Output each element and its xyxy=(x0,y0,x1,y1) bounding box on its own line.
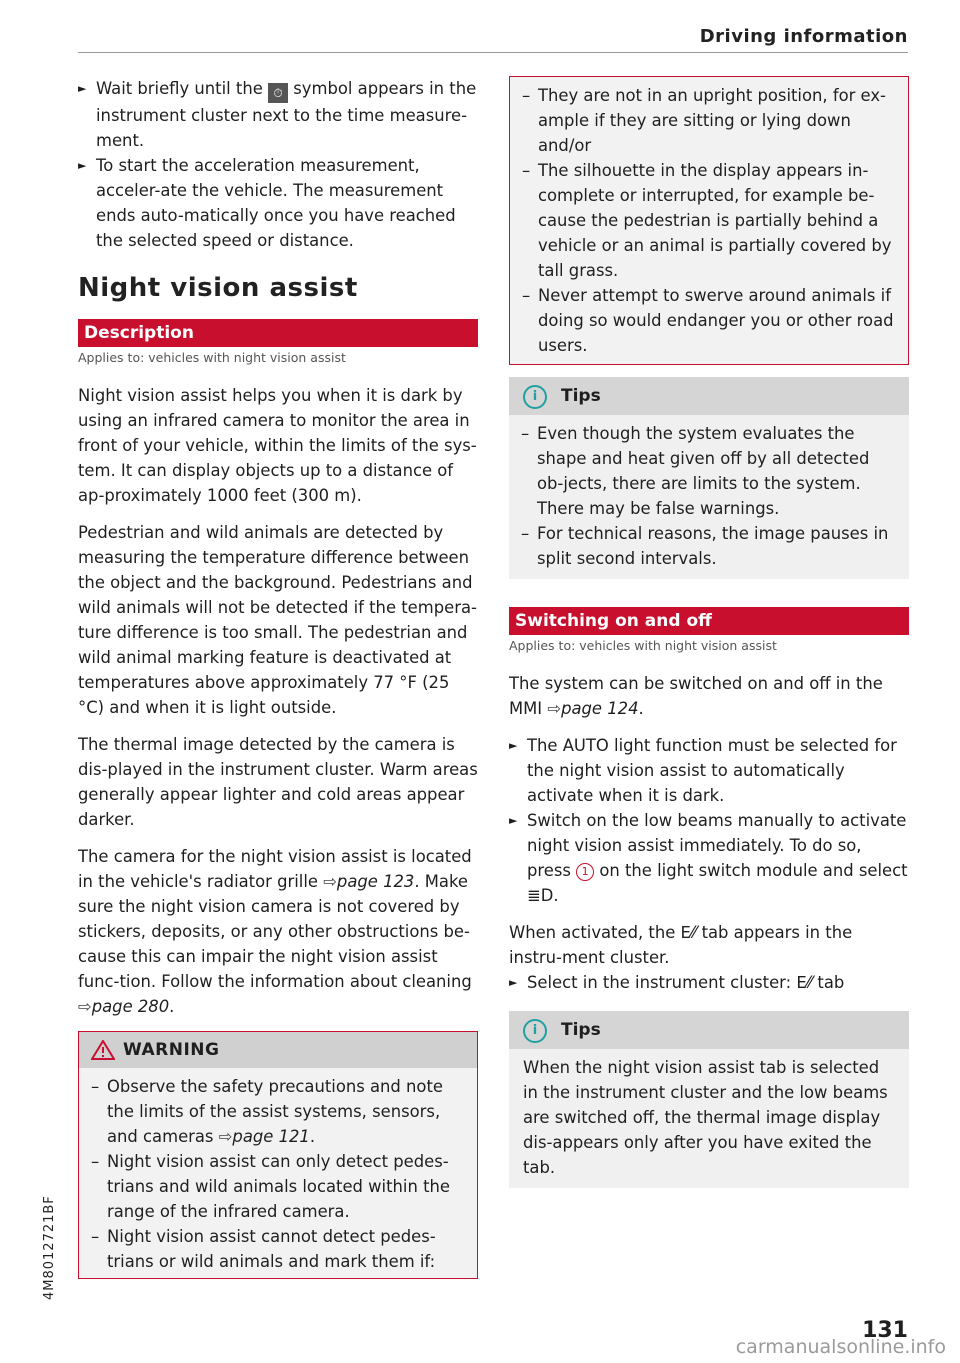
night-vision-tab-icon: ⴹ⁄⁄ xyxy=(796,973,813,992)
document-code: 4M8012721BF xyxy=(42,1195,57,1300)
warning-item: – Never attempt to swerve around animals if doing so would endanger you or other road users. xyxy=(522,286,894,355)
header-divider xyxy=(78,52,908,53)
page-number: 131 xyxy=(862,1318,908,1343)
tips-text: When the night vision assist tab is selected in the instrument cluster and the low beams are switched off, the thermal image display dis-appears only after you have exited the tab. xyxy=(523,1058,888,1177)
tips-header: i Tips xyxy=(509,377,909,415)
bullet-triangle-icon: ► xyxy=(509,976,518,989)
tips-box xyxy=(509,377,909,579)
bullet-accelerate: ► To start the acceleration measurement, acceler-ate the vehicle. The measurement ends auto-matically once you have reached the selected speed or distance. xyxy=(78,153,478,253)
warning-item: – They are not in an upright position, for ex-ample if they are sitting or lying down and/or xyxy=(522,86,886,155)
page-ref-link[interactable]: ⇨page 121 xyxy=(218,1127,310,1146)
paragraph-detection: Pedestrian and wild animals are detected by measuring the temperature difference between the object and the background. Pedestrians and wild animals will not be detected if the tempera-ture difference is too small. The pedestrian and wild animal marking feature is deactivated at temperatures above approximately 77 °F (25 °C) and when it is light outside. xyxy=(78,523,477,717)
callout-number-icon: 1 xyxy=(576,863,594,881)
warning-item: – Observe the safety precautions and note the limits of the assist systems, sensors, and cameras ⇨page 121. xyxy=(91,1077,443,1146)
paragraph-intro: Night vision assist helps you when it is dark by using an infrared camera to monitor the area in front of your vehicle, within the limits of the sys-tem. It can display objects up to a distance of ap-proximately 1000 feet (300 m). xyxy=(78,386,477,505)
bullet-auto-light: ► The AUTO light function must be selected for the night vision assist to automatically activate when it is dark. xyxy=(509,733,909,808)
warning-box xyxy=(78,1031,478,1279)
paragraph-thermal-image: The thermal image detected by the camera is dis-played in the instrument cluster. Warm areas generally appear lighter and cold areas appear darker. xyxy=(78,735,478,829)
tips-body xyxy=(509,415,909,579)
right-column xyxy=(509,76,909,1188)
warning-header: WARNING xyxy=(79,1032,477,1068)
timer-symbol-icon: ⏱ xyxy=(268,83,288,103)
tips-body xyxy=(509,1049,909,1188)
applies-to-note: Applies to: vehicles with night vision assist xyxy=(78,350,346,365)
watermark: carmanualsonline.info xyxy=(735,1336,946,1358)
low-beam-icon: ≣D xyxy=(527,886,554,905)
bullet-triangle-icon: ► xyxy=(509,814,518,827)
paragraph-camera: The camera for the night vision assist is located in the vehicle's radiator grille ⇨page 123. Make sure the night vision camera is not covered by stickers, deposits, or any other obstructions be-cause this can impair the night vision assist func-tion. Follow the information about cleaning ⇨page 280. xyxy=(78,847,472,1016)
bullet-wait: ► Wait briefly until the ⏱ symbol appears in the instrument cluster next to the time measure-ment. xyxy=(78,76,478,153)
page-header-title: Driving information xyxy=(699,26,908,47)
warning-item: – Night vision assist can only detect pedes-trians and wild animals located within the range of the infrared camera. xyxy=(91,1152,450,1221)
page-ref-link[interactable]: ⇨page 123 xyxy=(323,872,415,891)
bullet-select-tab: ► Select in the instrument cluster: ⴹ⁄⁄ tab xyxy=(509,970,909,995)
info-icon: i xyxy=(523,385,547,409)
info-icon: i xyxy=(523,1019,547,1043)
tips-header: i Tips xyxy=(509,1011,909,1049)
bullet-triangle-icon: ► xyxy=(78,159,87,172)
warning-triangle-icon xyxy=(91,1040,115,1060)
bullet-triangle-icon: ► xyxy=(509,739,518,752)
warning-item: – The silhouette in the display appears in-complete or interrupted, for example be-cause the pedestrian is partially behind a vehicle or an animal is partially covered by tall grass. xyxy=(522,161,892,280)
paragraph-activated: When activated, the ⴹ⁄⁄ tab appears in the instru-ment cluster. xyxy=(509,923,853,967)
warning-continuation xyxy=(509,76,909,365)
applies-to-note: Applies to: vehicles with night vision assist xyxy=(509,638,777,653)
bullet-triangle-icon: ► xyxy=(78,82,87,95)
bullet-low-beams: ► Switch on the low beams manually to activate night vision assist immediately. To do so, press 1 on the light switch module and select ≣D. xyxy=(509,808,909,908)
page-ref-link[interactable]: ⇨page 124 xyxy=(547,699,639,718)
warning-body xyxy=(79,1068,477,1278)
tips-box xyxy=(509,1011,909,1188)
warning-item: – Night vision assist cannot detect pedes-trians or wild animals and mark them if: xyxy=(91,1227,436,1271)
description-heading: Description xyxy=(78,319,478,347)
left-column xyxy=(78,76,478,1279)
tips-item: – For technical reasons, the image pauses in split second intervals. xyxy=(521,524,889,568)
paragraph-switch: The system can be switched on and off in the MMI ⇨page 124. xyxy=(509,674,883,718)
page-ref-link[interactable]: ⇨page 280 xyxy=(78,997,170,1016)
tips-item: – Even though the system evaluates the shape and heat given off by all detected ob-jects, there are limits to the system. There may be false warnings. xyxy=(521,424,870,518)
section-title: Night vision assist xyxy=(78,273,358,303)
night-vision-tab-icon: ⴹ⁄⁄ xyxy=(680,923,697,942)
switching-heading: Switching on and off xyxy=(509,607,909,635)
